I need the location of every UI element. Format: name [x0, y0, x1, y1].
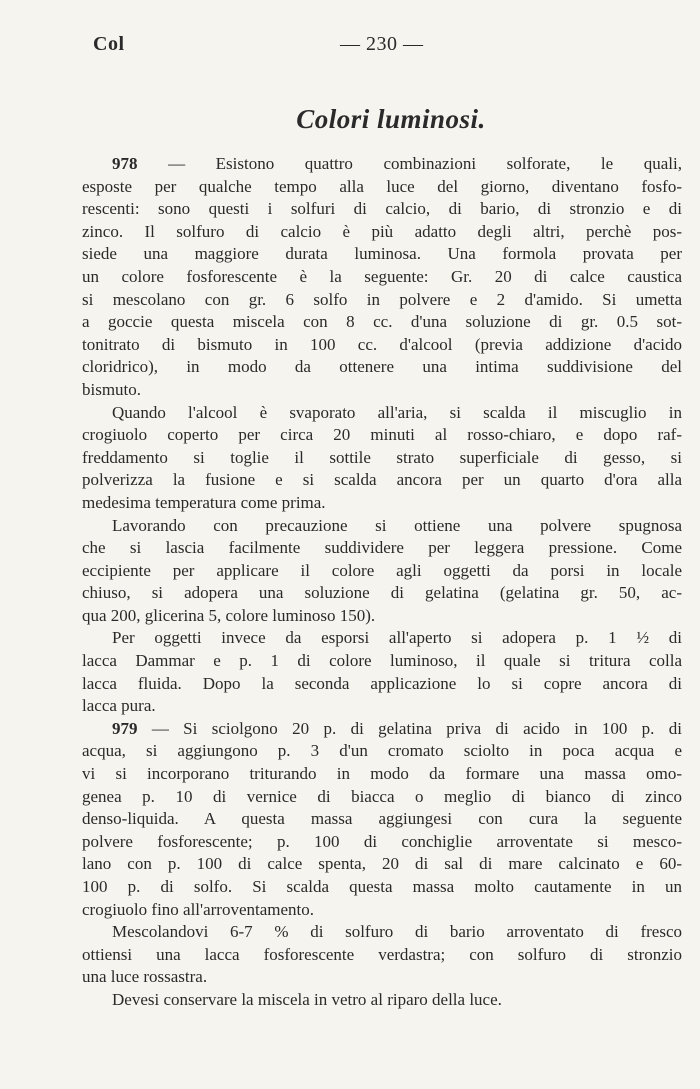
line-text: ottiensi una lacca fosforescente verdastra; con solfuro di stronzio: [82, 944, 682, 964]
text-line: [82, 560, 682, 583]
page-number: — 230 —: [340, 33, 424, 55]
text-line: [82, 379, 682, 402]
line-text: zinco. Il solfuro di calcio è più adatto degli altri, perchè pos-: [82, 221, 682, 241]
line-text: qua 200, glicerina 5, colore luminoso 150).: [82, 605, 376, 625]
line-text: chiuso, si adopera una soluzione di gelatina (gelatina gr. 50, ac-: [82, 583, 682, 603]
line-text: crogiuolo coperto per circa 20 minuti al rosso-chiaro, e dopo raf-: [82, 425, 682, 445]
line-text: bismuto.: [82, 379, 142, 399]
text-line: [82, 266, 682, 289]
line-text: che si lascia facilmente suddividere per leggera pressione. Come: [82, 538, 682, 558]
line-text: esposte per qualche tempo alla luce del giorno, diventano fosfo-: [82, 176, 682, 196]
paragraph-number: 978: [112, 154, 138, 173]
text-line: [82, 605, 682, 628]
text-line: [82, 176, 682, 199]
text-line: [82, 221, 682, 244]
text-line: [82, 944, 682, 967]
line-text: 100 p. di solfo. Si scalda questa massa molto cautamente in un: [82, 877, 682, 896]
text-line: [82, 853, 682, 876]
body-text: [82, 153, 682, 1012]
text-line: [82, 989, 682, 1012]
line-text: lacca Dammar e p. 1 di colore luminoso, il quale si tritura colla: [82, 651, 682, 671]
text-line: [82, 627, 682, 650]
text-line: [82, 650, 682, 673]
text-line: [82, 153, 682, 176]
text-line: [82, 356, 682, 379]
line-text: acqua, si aggiungono p. 3 d'un cromato sciolto in poca acqua e: [82, 741, 682, 761]
line-text: un colore fosforescente è la seguente: Gr. 20 di calce caustica: [82, 266, 682, 286]
text-line: [82, 515, 682, 538]
line-text: eccipiente per applicare il colore agli oggetti da porsi in locale: [82, 560, 682, 580]
text-line: [82, 243, 682, 266]
line-text: a goccie questa miscela con 8 cc. d'una soluzione di gr. 0.5 sot-: [82, 312, 682, 332]
line-text: Quando l'alcool è svaporato all'aria, si scalda il miscuglio in: [112, 402, 682, 422]
running-head: [93, 33, 663, 63]
text-line: [82, 289, 682, 312]
text-line: [82, 424, 682, 447]
line-text: — Esistono quattro combinazioni solforate, le quali,: [137, 154, 682, 173]
line-text: denso-liquida. A questa massa aggiungesi con cura la seguente: [82, 809, 682, 829]
paragraph-number: 979: [112, 718, 138, 738]
text-line: [82, 311, 682, 334]
text-line: [82, 718, 682, 741]
section-title: Colori luminosi.: [296, 104, 486, 134]
text-line: [82, 537, 682, 560]
text-line: [82, 492, 682, 515]
line-text: cloridrico), in modo da ottenere una intima suddivisione del: [82, 357, 682, 377]
line-text: Per oggetti invece da esporsi all'aperto si adopera p. 1 ½ di: [112, 628, 682, 648]
text-line: [82, 673, 682, 696]
line-text: medesima temperatura come prima.: [82, 492, 326, 512]
line-text: Mescolandovi 6-7 % di solfuro di bario arroventato di fresco: [112, 922, 682, 942]
text-line: [82, 876, 682, 899]
line-text: rescenti: sono questi i solfuri di calcio, di bario, di stronzio e di: [82, 199, 682, 219]
line-text: freddamento si toglie il sottile strato superficiale di gesso, si: [82, 447, 682, 467]
line-text: lacca pura.: [82, 696, 156, 716]
line-text: — Si sciolgono 20 p. di gelatina priva di acido in 100 p. di: [137, 718, 682, 738]
text-line: [82, 198, 682, 221]
line-text: vi si incorporano triturando in modo da formare una massa omo-: [82, 764, 682, 784]
text-line: [82, 921, 682, 944]
text-line: [82, 966, 682, 989]
line-text: tonitrato di bismuto in 100 cc. d'alcool (previa addizione d'acido: [82, 334, 682, 354]
text-line: [82, 582, 682, 605]
text-line: [82, 402, 682, 425]
text-line: [82, 831, 682, 854]
line-text: polvere fosforescente; p. 100 di conchiglie arroventate si mesco-: [82, 831, 682, 851]
text-line: [82, 469, 682, 492]
header-keyword: Col: [93, 33, 125, 55]
text-line: [82, 899, 682, 922]
line-text: Devesi conservare la miscela in vetro al riparo della luce.: [112, 989, 502, 1009]
text-line: [82, 695, 682, 718]
line-text: polverizza la fusione e si scalda ancora per un quarto d'ora alla: [82, 470, 682, 490]
line-text: genea p. 10 di vernice di biacca o meglio di bianco di zinco: [82, 786, 682, 806]
text-line: [82, 740, 682, 763]
line-text: lano con p. 100 di calce spenta, 20 di sal di mare calcinato e 60-: [82, 854, 682, 874]
line-text: crogiuolo fino all'arroventamento.: [82, 899, 315, 919]
line-text: si mescolano con gr. 6 solfo in polvere e 2 d'amido. Si umetta: [82, 289, 682, 309]
text-line: [82, 334, 682, 357]
line-text: siede una maggiore durata luminosa. Una formola provata per: [82, 244, 682, 264]
text-line: [82, 808, 682, 831]
line-text: una luce rossastra.: [82, 967, 208, 987]
text-line: [82, 786, 682, 809]
text-line: [82, 763, 682, 786]
line-text: Lavorando con precauzione si ottiene una polvere spugnosa: [112, 515, 682, 535]
line-text: lacca fluida. Dopo la seconda applicazione lo si copre ancora di: [82, 673, 682, 693]
text-line: [82, 447, 682, 470]
